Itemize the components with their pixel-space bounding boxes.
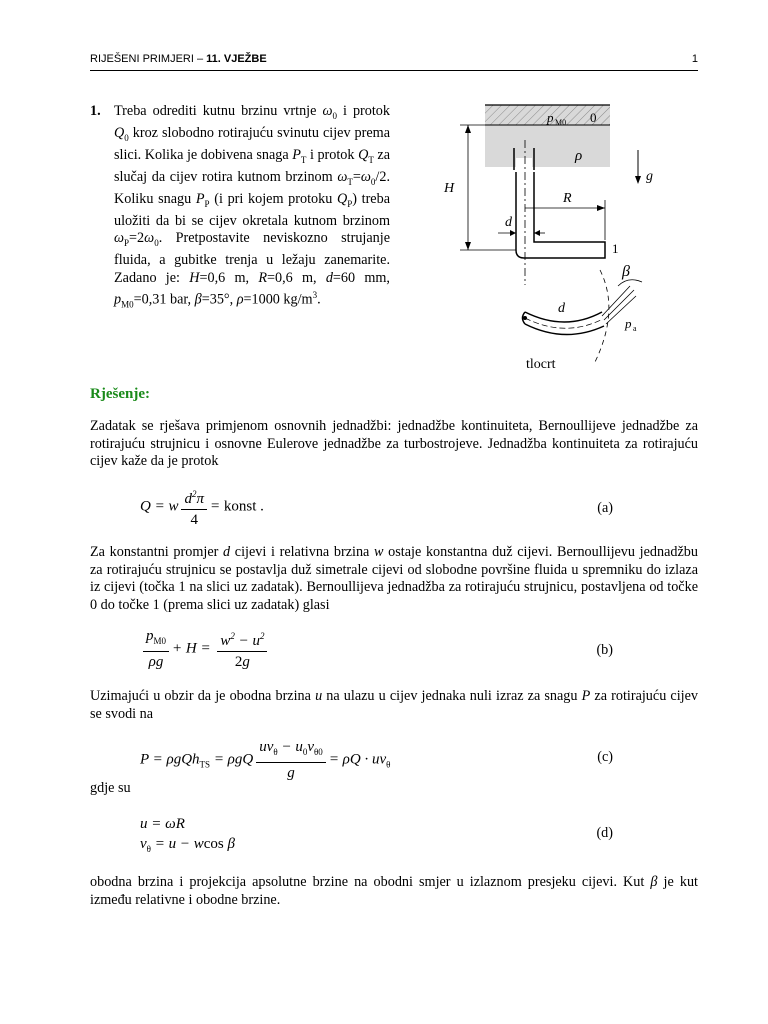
rotating-pipe-figure	[430, 100, 700, 375]
label-pa-sub: a	[633, 324, 637, 333]
label-pM0-sub: M0	[555, 118, 567, 127]
label-beta: β	[622, 263, 630, 280]
solution-title: Rješenje:	[90, 386, 150, 402]
equation-a-math: Q = w $\frac{d^2\pi}{4}$ = konst .	[140, 484, 264, 530]
equation-b-math: $\frac{p_{M0}}{\rho g}$ + H = $\frac{w^2 - u^2}{2g}$	[140, 626, 270, 672]
paragraph-4: obodna brzina i projekcija apsolutne brzine na obodni smjer u izlaznom presjeku cijevi. Kut β je kut između relativne i obodne brzine.	[90, 874, 698, 908]
problem-statement	[90, 103, 390, 314]
label-rho: ρ	[575, 148, 583, 164]
label-R: R	[563, 191, 572, 206]
paragraph-2: Za konstantni promjer d cijevi i relativna brzina w ostaje konstantna duž cijevi. Bernoullijevu jednadžbu za rotirajuću strujnicu se postavlja duž simetrale cijevi od slobodne površine fluida u spremniku do izlaza iz cijevi (točka 1 na slici uz zadatak). Bernoullijeva jednadžba za rotirajuću strujnicu, postavljena od točke 0 do točke 1 (prema slici uz zadatak) glasi	[90, 544, 698, 613]
problem-number: 1.	[90, 103, 101, 119]
gravity-arrow	[635, 150, 653, 184]
label-point-0: 0	[590, 110, 597, 125]
paragraph-1: Zadatak se rješava primjenom osnovnih jednadžbi: jednadžbe kontinuiteta, Bernoullijeve jednadžbe za rotirajuću strujnicu i osnovne Eulerove jednadžbe za turbostrojeve. Jednadžba kontinuiteta za rotirajuću cijev kaže da je protok	[90, 418, 698, 469]
problem-text: Treba odrediti kutnu brzinu vrtnje $\omega_0$ i protok $Q_0$ kroz slobodno rotirajuću svinutu cijev prema slici. Kolika je dobivena snaga $P_T$ i protok $Q_T$ za slučaj da cijev rotira kutnom brzinom $\omega_T=\omega_0/2$. Koliku snagu $P_P$ (i pri kojem protoku $Q_P$) treba uložiti da bi se cijev okretala kutnom brzinom $\omega_P=2\omega_0$. Pretpostavite neviskozno strujanje fluida, a gubitke trenja u ležaju zanemarite. Zadano je: H=0,6 m, R=0,6 m, d=60 mm, $p_{M0}=0,31$ bar, β=35°, ρ=1000 $kg/m^3$.	[114, 103, 390, 310]
equation-b-tag: (b)	[596, 642, 613, 658]
label-pM0: p	[547, 110, 554, 125]
label-point-1: 1	[612, 241, 619, 256]
label-pa: p	[625, 316, 632, 331]
rotation-circle	[595, 270, 609, 362]
equation-c-math: P = ρgQh$_{TS}$ = ρgQ $\frac{uv_\theta - u_0v_{\theta 0}}{g}$ = $\rho Q \cdot uv_\theta$	[140, 739, 391, 781]
equation-a-tag: (a)	[597, 500, 613, 516]
equation-d-math: u = ωR $v_\theta = u - wcos$ β	[140, 816, 235, 854]
label-d-side: d	[505, 215, 512, 230]
header-title	[90, 53, 267, 65]
label-g: g	[646, 169, 653, 184]
plan-view	[523, 263, 643, 372]
page-number: 1	[691, 53, 698, 65]
page-header	[90, 52, 698, 71]
label-d-plan: d	[558, 301, 565, 316]
label-tlocrt: tlocrt	[526, 357, 556, 372]
equation-d-tag: (d)	[596, 825, 613, 841]
header-title-plain: RIJEŠENI PRIMJERI –	[90, 53, 207, 65]
paragraph-3: Uzimajući u obzir da je obodna brzina u na ulazu u cijev jednaka nuli izraz za snagu P za rotirajuću cijev se svodi na	[90, 688, 698, 722]
equation-c-tag: (c)	[597, 749, 613, 765]
label-H: H	[444, 181, 455, 196]
equation-a	[90, 484, 698, 544]
header-title-bold: 11. VJEŽBE	[206, 53, 267, 65]
equation-b	[90, 626, 698, 686]
equation-d	[90, 814, 698, 874]
gdje-su: gdje su	[90, 780, 131, 796]
